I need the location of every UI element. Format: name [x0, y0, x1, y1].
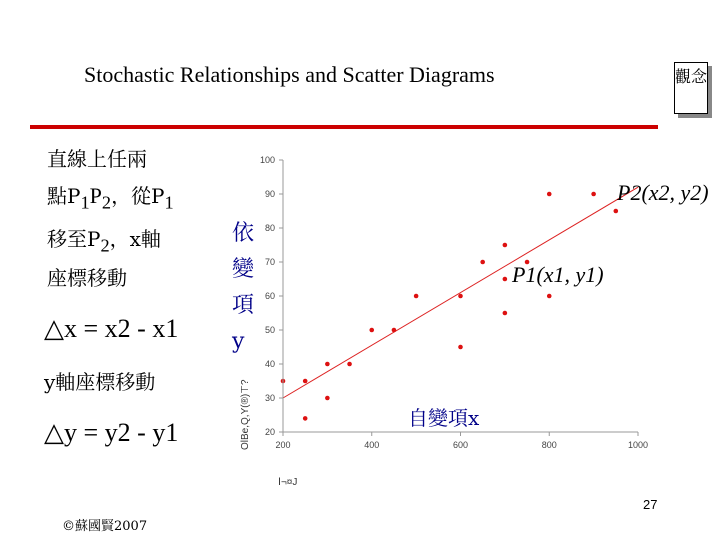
data-point: [614, 209, 619, 214]
y-tick-label: 80: [264, 223, 275, 233]
x-tick-label: 200: [275, 440, 291, 450]
subscript: 2: [100, 235, 110, 256]
data-point: [369, 328, 374, 333]
x-tick-label: 400: [364, 440, 380, 450]
x-axis-label: Ⅰ¬¤J: [278, 477, 298, 488]
copyright-footer: ©蘇國賢2007: [62, 519, 148, 534]
point-p2-label: P2(x2, y2): [617, 180, 709, 205]
x-tick-label: 600: [452, 440, 469, 450]
data-point: [503, 311, 508, 316]
data-point: [347, 362, 352, 367]
independent-variable-label: 自變項x: [408, 406, 480, 430]
y-tick-label: 70: [264, 257, 275, 267]
concept-badge-label: 觀念: [675, 67, 708, 86]
y-tick-label: 30: [264, 393, 275, 403]
x-tick-label: 800: [541, 440, 557, 450]
y-tick-label: 60: [264, 291, 275, 301]
y-move-text: y軸座標移動: [44, 370, 156, 394]
data-point: [547, 294, 552, 299]
y-tick-label: 100: [259, 155, 275, 165]
point-p1-label: P1(x1, y1): [512, 262, 604, 287]
subscript: 2: [101, 192, 112, 213]
y-axis-label: OlBe,Q,Y(®)⊤?: [240, 379, 251, 450]
data-point: [503, 277, 508, 282]
subscript: 1: [164, 192, 174, 213]
y-tick-label: 50: [264, 325, 275, 335]
data-point: [458, 345, 463, 350]
slide-title: Stochastic Relationships and Scatter Diagrams: [84, 62, 495, 87]
subscript: 1: [80, 192, 90, 213]
fit-line: [283, 187, 638, 398]
data-points: [281, 192, 618, 421]
text-segment: ，從P: [111, 184, 165, 208]
x-axis-ticks: [275, 432, 648, 450]
x-tick-label: 1000: [627, 440, 649, 450]
y-tick-label: 90: [264, 189, 275, 199]
scatter-chart: [228, 145, 668, 500]
data-point: [591, 192, 596, 197]
text-segment: ，x軸: [109, 227, 161, 251]
data-point: [458, 294, 463, 299]
data-point: [480, 260, 485, 265]
page-number: 27: [643, 497, 658, 512]
dependent-variable-label: 依變項y: [232, 221, 255, 354]
explanation-line-4: 座標移動: [47, 266, 127, 290]
explanation-line-1: 直線上任兩: [47, 147, 147, 171]
explanation-line-2: [47, 176, 174, 222]
title-divider: [30, 125, 658, 129]
text-segment: 點P: [47, 184, 81, 208]
data-point: [503, 243, 508, 248]
data-point: [414, 294, 419, 299]
data-point: [325, 362, 330, 367]
y-axis-ticks: [260, 155, 283, 437]
data-point: [303, 416, 308, 421]
y-tick-label: 40: [264, 359, 275, 369]
y-tick-label: 20: [264, 427, 275, 437]
data-point: [303, 379, 308, 384]
text-segment: P: [89, 183, 102, 208]
data-point: [392, 328, 397, 333]
delta-x-formula: △x = x2 - x1: [44, 314, 179, 343]
data-point: [325, 396, 330, 401]
data-point: [547, 192, 552, 197]
delta-y-formula: △y = y2 - y1: [44, 418, 179, 447]
concept-badge: [674, 62, 708, 114]
text-segment: 移至P: [47, 227, 101, 251]
